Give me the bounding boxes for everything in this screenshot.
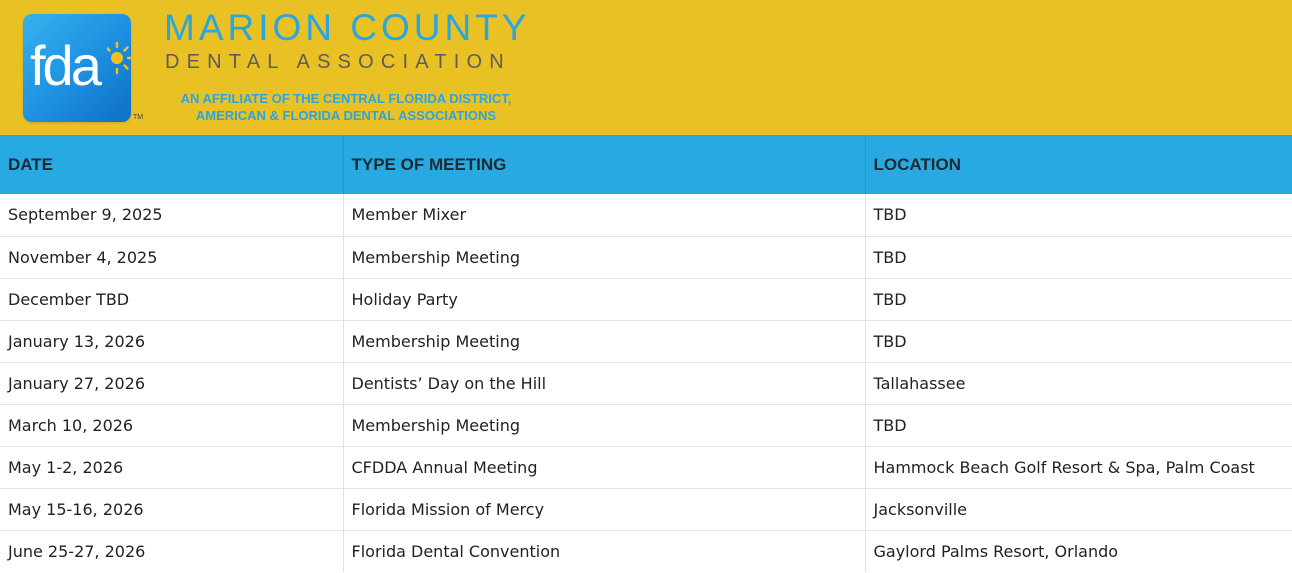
logo-text: fda xyxy=(30,34,99,97)
cell-date: November 4, 2025 xyxy=(0,236,343,278)
meeting-schedule-table xyxy=(0,135,1292,572)
table-row xyxy=(0,530,1292,572)
cell-meeting-type: Holiday Party xyxy=(343,278,865,320)
table-row xyxy=(0,362,1292,404)
cell-date: December TBD xyxy=(0,278,343,320)
sun-icon xyxy=(107,42,131,86)
cell-location: TBD xyxy=(865,278,1292,320)
cell-location: Jacksonville xyxy=(865,488,1292,530)
table-row xyxy=(0,194,1292,236)
fda-logo xyxy=(23,14,131,122)
cell-location: Tallahassee xyxy=(865,362,1292,404)
table-row xyxy=(0,488,1292,530)
cell-meeting-type: Dentists’ Day on the Hill xyxy=(343,362,865,404)
table-row xyxy=(0,278,1292,320)
table-row xyxy=(0,320,1292,362)
trademark-mark: TM xyxy=(133,114,144,121)
affiliate-line-1: AN AFFILIATE OF THE CENTRAL FLORIDA DISTRICT, xyxy=(180,91,512,106)
table-header xyxy=(0,135,1292,194)
table-header-row xyxy=(0,135,1292,194)
cell-location: TBD xyxy=(865,236,1292,278)
affiliate-line-2: AMERICAN & FLORIDA DENTAL ASSOCIATIONS xyxy=(195,108,497,123)
cell-date: May 1-2, 2026 xyxy=(0,446,343,488)
table-row xyxy=(0,236,1292,278)
cell-location: TBD xyxy=(865,194,1292,236)
table-body xyxy=(0,194,1292,572)
cell-location: Gaylord Palms Resort, Orlando xyxy=(865,530,1292,572)
cell-location: TBD xyxy=(865,404,1292,446)
header-banner xyxy=(0,0,1292,135)
cell-meeting-type: CFDDA Annual Meeting xyxy=(343,446,865,488)
cell-meeting-type: Membership Meeting xyxy=(343,404,865,446)
table-row xyxy=(0,404,1292,446)
org-name: MARION COUNTY xyxy=(164,7,531,48)
cell-date: September 9, 2025 xyxy=(0,194,343,236)
org-subtitle: DENTAL ASSOCIATION xyxy=(165,51,511,73)
affiliate-statement xyxy=(160,90,532,124)
cell-date: January 13, 2026 xyxy=(0,320,343,362)
cell-date: March 10, 2026 xyxy=(0,404,343,446)
cell-date: June 25-27, 2026 xyxy=(8,541,146,561)
cell-date: May 15-16, 2026 xyxy=(0,488,343,530)
column-header-date: DATE xyxy=(0,135,343,194)
cell-meeting-type: Member Mixer xyxy=(343,194,865,236)
cell-meeting-type: Membership Meeting xyxy=(343,320,865,362)
cell-location: Hammock Beach Golf Resort & Spa, Palm Coast xyxy=(865,446,1292,488)
column-header-location: LOCATION xyxy=(865,135,1292,194)
table-row xyxy=(0,446,1292,488)
cell-meeting-type: Membership Meeting xyxy=(343,236,865,278)
cell-meeting-type: Florida Dental Convention xyxy=(343,530,865,572)
cell-date: January 27, 2026 xyxy=(0,362,343,404)
cell-meeting-type: Florida Mission of Mercy xyxy=(343,488,865,530)
cell-location: TBD xyxy=(865,320,1292,362)
column-header-type: TYPE OF MEETING xyxy=(343,135,865,194)
